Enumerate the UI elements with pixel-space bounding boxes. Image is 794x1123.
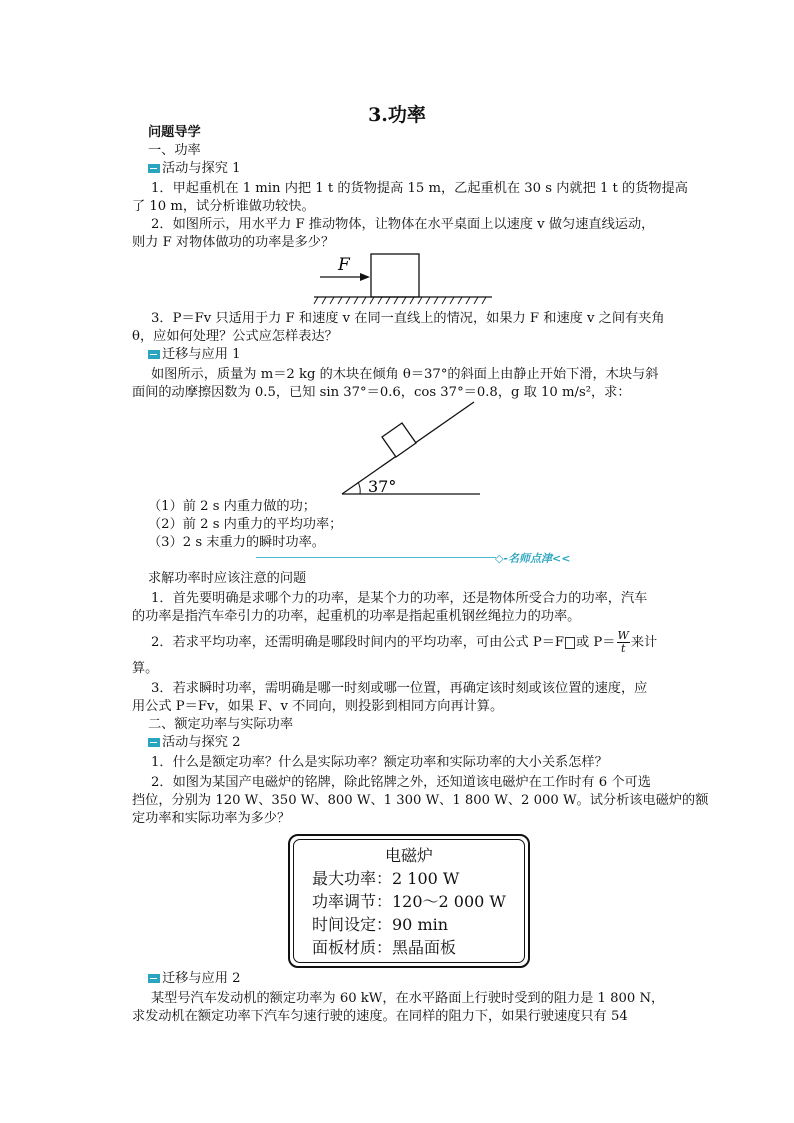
- n2-text-c: 来计: [630, 635, 658, 650]
- n3-line2: 用公式 P＝Fv，如果 F、v 不同向，则投影到相同方向再计算。: [132, 699, 504, 714]
- a2-q2-line1: 2．如图为某国产电磁炉的铭牌，除此铭牌之外，还知道该电磁炉在工作时有 6 个可选: [151, 775, 651, 790]
- page-title: 3.功率: [368, 104, 426, 126]
- nameplate-power-range: 功率调节：120～2 000 W: [312, 892, 506, 911]
- surface-hatching: [314, 297, 486, 304]
- force-label: F: [338, 255, 350, 275]
- push-block-figure: [310, 250, 495, 306]
- transfer-1-label: [148, 344, 668, 366]
- n2-line1: [151, 630, 671, 655]
- n2-text-a: 2．若求平均功率，还需明确是哪段时间内的平均功率，可由公式 P＝F: [151, 635, 565, 650]
- nameplate-timer: 时间设定：90 min: [312, 915, 449, 934]
- arrow-tag-icon: [148, 974, 160, 983]
- a1-q3-line2: θ，应如何处理？公式应怎样表达？: [132, 329, 338, 344]
- notes-heading: 求解功率时应该注意的问题: [148, 571, 307, 586]
- a2-q2-line3: 定功率和实际功率为多少？: [132, 811, 291, 826]
- arrow-tag-icon: [148, 738, 160, 747]
- t2-line2: 求发动机在额定功率下汽车匀速行驶的速度。在同样的阻力下，如果行驶速度只有 54: [132, 1009, 628, 1024]
- section-guide-heading: 问题导学: [148, 125, 201, 140]
- tips-badge: ◇-名师点津<<: [495, 552, 571, 565]
- fraction-numerator: W: [617, 629, 629, 642]
- n1-line2: 的功率是指汽车牵引力的功率，起重机的功率是指起重机钢丝绳拉力的功率。: [132, 609, 581, 624]
- power-fraction: [617, 630, 630, 655]
- nameplate-panel-material: 面板材质：黑晶面板: [312, 938, 457, 957]
- transfer-2-label: [148, 968, 668, 990]
- angle-arc: [358, 482, 360, 494]
- a2-q1: 1．什么是额定功率？什么是实际功率？额定功率和实际功率的大小关系怎样？: [151, 755, 608, 770]
- t1-part-a: （1）前 2 s 内重力做的功；: [148, 499, 316, 514]
- a1-q2-line1: 2．如图所示，用水平力 F 推动物体，让物体在水平桌面上以速度 v 做匀速直线运动，: [151, 217, 655, 232]
- missing-glyph-box: [565, 637, 575, 649]
- activity-2-label: [148, 732, 668, 754]
- incline-figure: [336, 400, 486, 500]
- a1-q1-line2: 了 10 m，试分析谁做功较快。: [132, 199, 315, 214]
- fraction-denominator: t: [620, 642, 626, 655]
- sliding-block: [382, 423, 416, 457]
- pushed-block: [371, 254, 419, 297]
- transfer-2-text: 迁移与应用 2: [162, 971, 241, 986]
- force-arrow-head: [360, 273, 370, 281]
- activity-1-text: 活动与探究 1: [162, 161, 241, 176]
- t1-part-c: （3）2 s 末重力的瞬时功率。: [148, 535, 325, 550]
- activity-1-label: [148, 158, 668, 180]
- section-2-heading: 二、额定功率与实际功率: [148, 717, 294, 732]
- nameplate-max-power: 最大功率：2 100 W: [312, 869, 460, 888]
- a1-q1-line1: 1．甲起重机在 1 min 内把 1 t 的货物提高 15 m，乙起重机在 30 s 内就把 1 t 的货物提高: [151, 181, 688, 196]
- n2-line2: 算。: [132, 661, 159, 676]
- tips-badge-text: 名师点津: [508, 552, 553, 565]
- n3-line1: 3．若求瞬时功率，需明确是哪一时刻或哪一位置，再确定该时刻或该位置的速度，应: [151, 681, 648, 696]
- section-divider: [256, 557, 496, 558]
- angle-label: 37°: [368, 477, 397, 496]
- arrow-tag-icon: [148, 164, 160, 173]
- a2-q2-line2: 挡位，分别为 120 W、350 W、800 W、1 300 W、1 800 W、2 000 W。试分析该电磁炉的额: [132, 793, 709, 808]
- t1-line2: 面间的动摩擦因数为 0.5，已知 sin 37°＝0.6，cos 37°＝0.8，g 取 10 m/s²，求：: [132, 385, 631, 400]
- arrow-tag-icon: [148, 350, 160, 359]
- n2-text-b: 或 P＝: [576, 635, 616, 650]
- section-1-heading: 一、功率: [148, 143, 201, 158]
- induction-cooker-nameplate: [288, 834, 530, 968]
- a1-q2-line2: 则力 F 对物体做功的功率是多少？: [132, 235, 335, 250]
- n1-line1: 1．首先要明确是求哪个力的功率，是某个力的功率，还是物体所受合力的功率，汽车: [151, 591, 648, 606]
- t1-part-b: （2）前 2 s 内重力的平均功率；: [148, 517, 343, 532]
- t2-line1: 某型号汽车发动机的额定功率为 60 kW，在水平路面上行驶时受到的阻力是 1 800 N，: [151, 991, 665, 1006]
- activity-2-text: 活动与探究 2: [162, 735, 241, 750]
- nameplate-title: 电磁炉: [384, 846, 433, 865]
- t1-line1: 如图所示，质量为 m＝2 kg 的木块在倾角 θ＝37°的斜面上由静止开始下滑，木块与斜: [151, 367, 659, 382]
- a1-q3-line1: 3．P＝Fv 只适用于力 F 和速度 v 在同一直线上的情况，如果力 F 和速度 v 之间有夹角: [151, 311, 665, 326]
- transfer-1-text: 迁移与应用 1: [162, 347, 241, 362]
